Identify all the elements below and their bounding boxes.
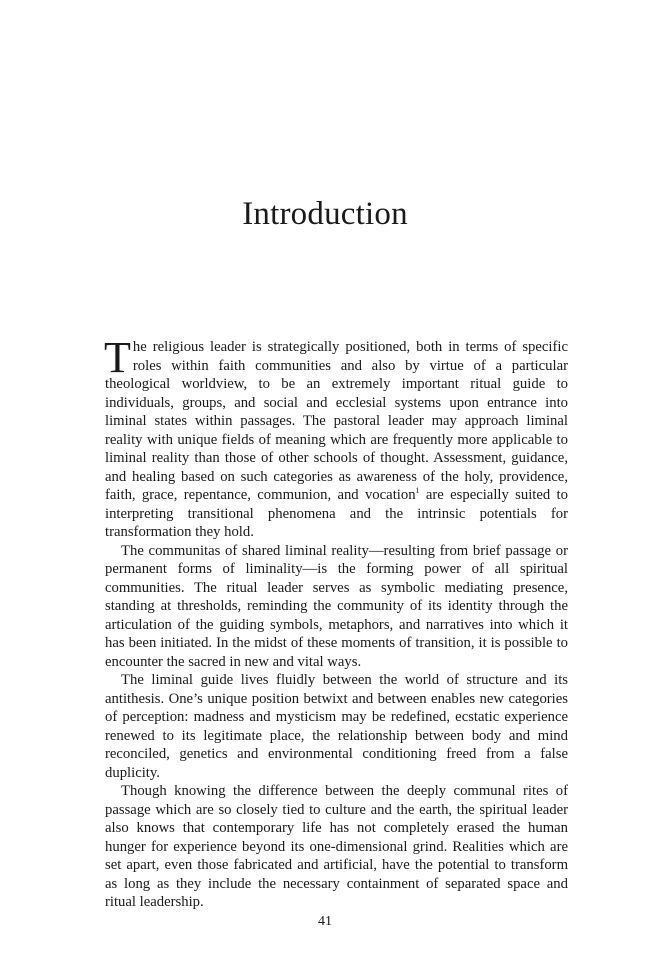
paragraph-1 [104,333,568,542]
paragraph-3: The liminal guide lives fluidly between the world of structure and its antithesis. One’s unique position betwixt and between enables new categories of perception: madness and mysticism may be redefined, ecstatic experience renewed to its legitimate place, the relationship between body and mind reconciled, genetics and environmental conditioning freed from a false duplicity. [105,672,568,781]
body-text [104,333,568,912]
paragraph-1-text: he religious leader is strategically positioned, both in terms of specific roles within faith communities and also by virtue of a particular theological worldview, to be an extremely important ritual guide to individuals, groups, and social and ecclesial systems upon entrance into liminal states within passages. The pastoral leader may approach liminal reality with unique fields of meaning which are frequently more applicable to liminal reality than those of other schools of thought. Assessment, guidance, and healing based on such categories as awareness of the holy, providence, faith, grace, repentance, communion, and vocation [105,339,568,503]
paragraph-4: Though knowing the difference between the deeply communal rites of passage which are so closely tied to culture and the earth, the spiritual leader also knows that contemporary life has not completely erased the human hunger for experience beyond its one-dimensional grind. Realities which are set apart, even those fabricated and artificial, have the potential to transform as long as they include the necessary containment of separated space and ritual leadership. [105,783,568,910]
chapter-title: Introduction [242,196,408,232]
page-number: 41 [318,914,332,929]
footnote-reference[interactable]: 1 [415,486,420,496]
drop-cap: T [104,333,131,382]
paragraph-2: The communitas of shared liminal reality—resulting from brief passage or permanent forms of liminality—is the forming power of all spiritual communities. The ritual leader serves as symbolic mediating presence, standing at thresholds, reminding the community of its identity through the articulation of the guiding symbols, metaphors, and narratives into which it has been initiated. In the midst of these moments of transition, it is possible to encounter the sacred in new and vital ways. [105,542,568,670]
paragraph-1-text-continued: are especially suited to interpreting transitional phenomena and the intrinsic potentials for transformation they hold. [105,487,568,540]
